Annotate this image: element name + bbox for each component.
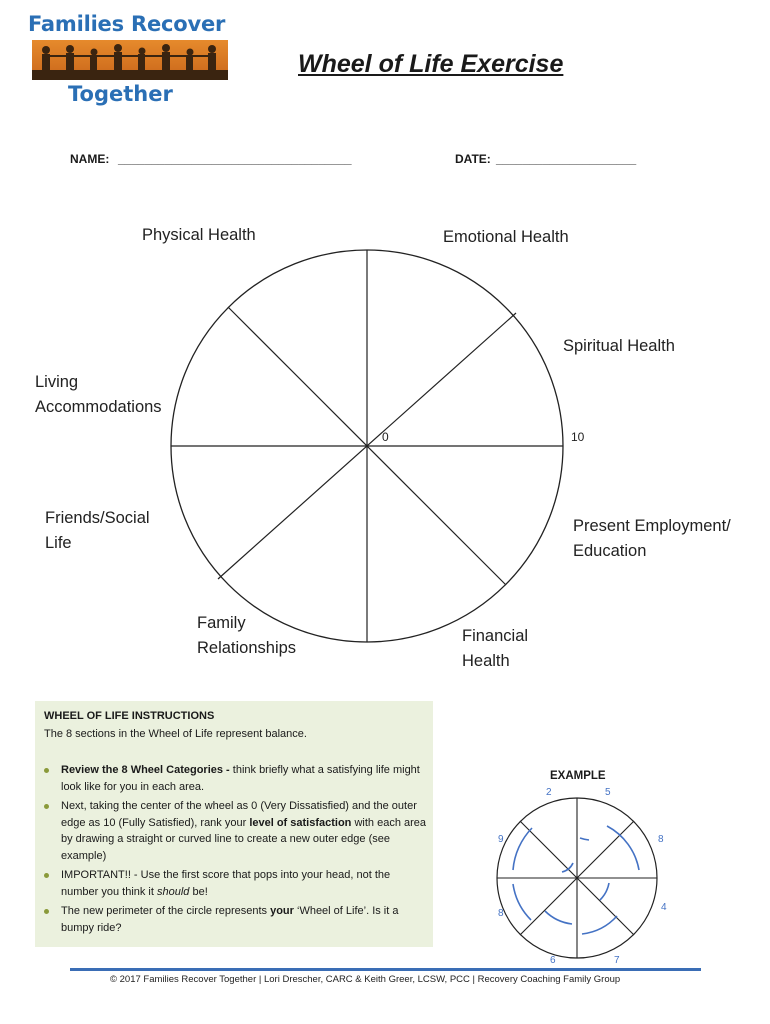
category-family-relationships-line2: Relationships: [197, 639, 297, 657]
category-employment-line2: Education: [573, 542, 647, 560]
example-score: 5: [605, 787, 611, 798]
category-friends-social-line2: Life: [45, 534, 72, 552]
instructions-title: WHEEL OF LIFE INSTRUCTIONS: [44, 710, 215, 722]
bullet-icon: [44, 909, 49, 914]
category-financial-health-line1: Financial: [462, 627, 529, 645]
example-score: 9: [498, 834, 504, 845]
logo-title-bottom: Together: [68, 82, 173, 106]
scale-max-label: 10: [571, 430, 585, 444]
scale-min-label: 0: [382, 430, 389, 444]
example-score: 2: [546, 787, 552, 798]
footer-credits: © 2017 Families Recover Together | Lori Drescher, CARC & Keith Greer, LCSW, PCC | Recovery Coaching Family Group: [110, 974, 621, 985]
category-financial-health-line2: Health: [462, 652, 510, 670]
bullet-icon: [44, 804, 49, 809]
category-living-accommodations-line2: Accommodations: [35, 398, 162, 416]
category-spiritual-health: Spiritual Health: [563, 337, 675, 355]
category-employment-line1: Present Employment/: [573, 517, 731, 535]
instructions-list: [44, 762, 428, 939]
logo-title-top: Families Recover: [28, 12, 226, 36]
example-wheel-diagram: [480, 780, 680, 970]
category-friends-social-line1: Friends/Social: [45, 509, 150, 527]
list-item: Next, taking the center of the wheel as 0 (Very Dissatisfied) and the outer edge as 10 (Fully Satisfied), rank your level of satisfaction with each area by drawing a straight or curved line to create a new outer edge (see example): [44, 798, 428, 864]
date-label: DATE:: [455, 152, 491, 166]
category-physical-health: Physical Health: [142, 226, 256, 244]
page-title: Wheel of Life Exercise: [298, 50, 564, 78]
bullet-icon: [44, 768, 49, 773]
list-item: IMPORTANT!! - Use the first score that pops into your head, not the number you think it should be!: [44, 867, 428, 900]
category-living-accommodations-line1: Living: [35, 373, 79, 391]
example-score: 6: [550, 955, 556, 966]
example-score: 7: [614, 955, 620, 966]
name-field[interactable]: ___________________________________: [118, 152, 352, 166]
list-item: The new perimeter of the circle represents your ‘Wheel of Life’. Is it a bumpy ride?: [44, 903, 428, 936]
footer-divider: [70, 968, 701, 971]
example-score: 8: [498, 908, 504, 919]
category-family-relationships-line1: Family: [197, 614, 246, 632]
name-label: NAME:: [70, 152, 110, 166]
list-item: Review the 8 Wheel Categories - think briefly what a satisfying life might look like for you in each area.: [44, 762, 428, 795]
date-field[interactable]: _____________________: [496, 152, 637, 166]
example-score: 4: [661, 902, 667, 913]
bullet-icon: [44, 873, 49, 878]
example-title: EXAMPLE: [550, 770, 606, 782]
instructions-intro: The 8 sections in the Wheel of Life represent balance.: [44, 728, 307, 740]
category-emotional-health: Emotional Health: [443, 228, 569, 246]
example-score: 8: [658, 834, 664, 845]
